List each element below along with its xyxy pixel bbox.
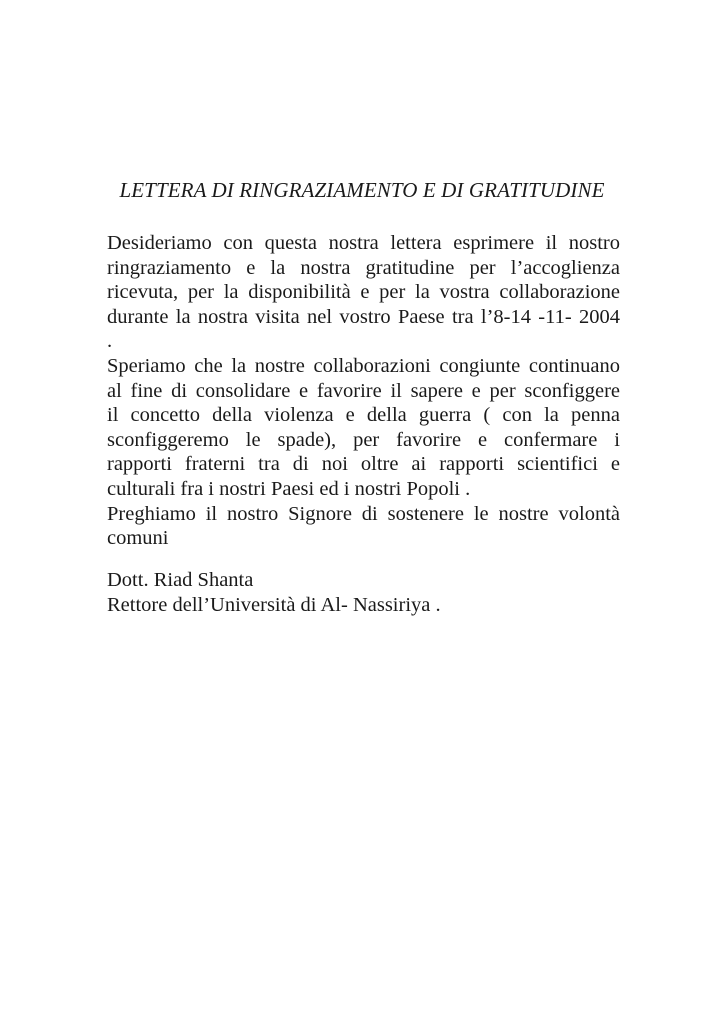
body-line: sconfiggeremo le spade), per favorire e confermare i: [107, 428, 620, 451]
body-line: rapporti fraterni tra di noi oltre ai rapporti scientifici e: [107, 453, 620, 476]
body-line: Preghiamo il nostro Signore di sostenere le nostre volontà: [107, 502, 620, 525]
letter-body: [107, 231, 620, 551]
body-line: ricevuta, per la disponibilità e per la vostra collaborazione: [107, 281, 620, 304]
body-line: al fine di consolidare e favorire il sapere e per sconfiggere: [107, 379, 620, 402]
signature-block: [107, 568, 620, 617]
body-line: Desideriamo con questa nostra lettera esprimere il nostro: [107, 232, 620, 254]
body-line: Speriamo che la nostre collaborazioni congiunte continuano: [107, 354, 620, 377]
body-line: ringraziamento e la nostra gratitudine per l’accoglienza: [107, 256, 620, 279]
body-line: comuni: [107, 527, 169, 550]
body-line: culturali fra i nostri Paesi ed i nostri Popoli .: [107, 477, 471, 500]
signature-name: Dott. Riad Shanta: [107, 569, 254, 591]
body-line: .: [107, 330, 113, 353]
letter-title: LETTERA DI RINGRAZIAMENTO E DI GRATITUDINE: [119, 178, 605, 202]
body-line: durante la nostra visita nel vostro Paese tra l’8-14 -11- 2004: [107, 305, 620, 328]
body-line: il concetto della violenza e della guerra ( con la penna: [107, 404, 620, 427]
signature-role: Rettore dell’Università di Al- Nassiriya .: [107, 593, 441, 616]
